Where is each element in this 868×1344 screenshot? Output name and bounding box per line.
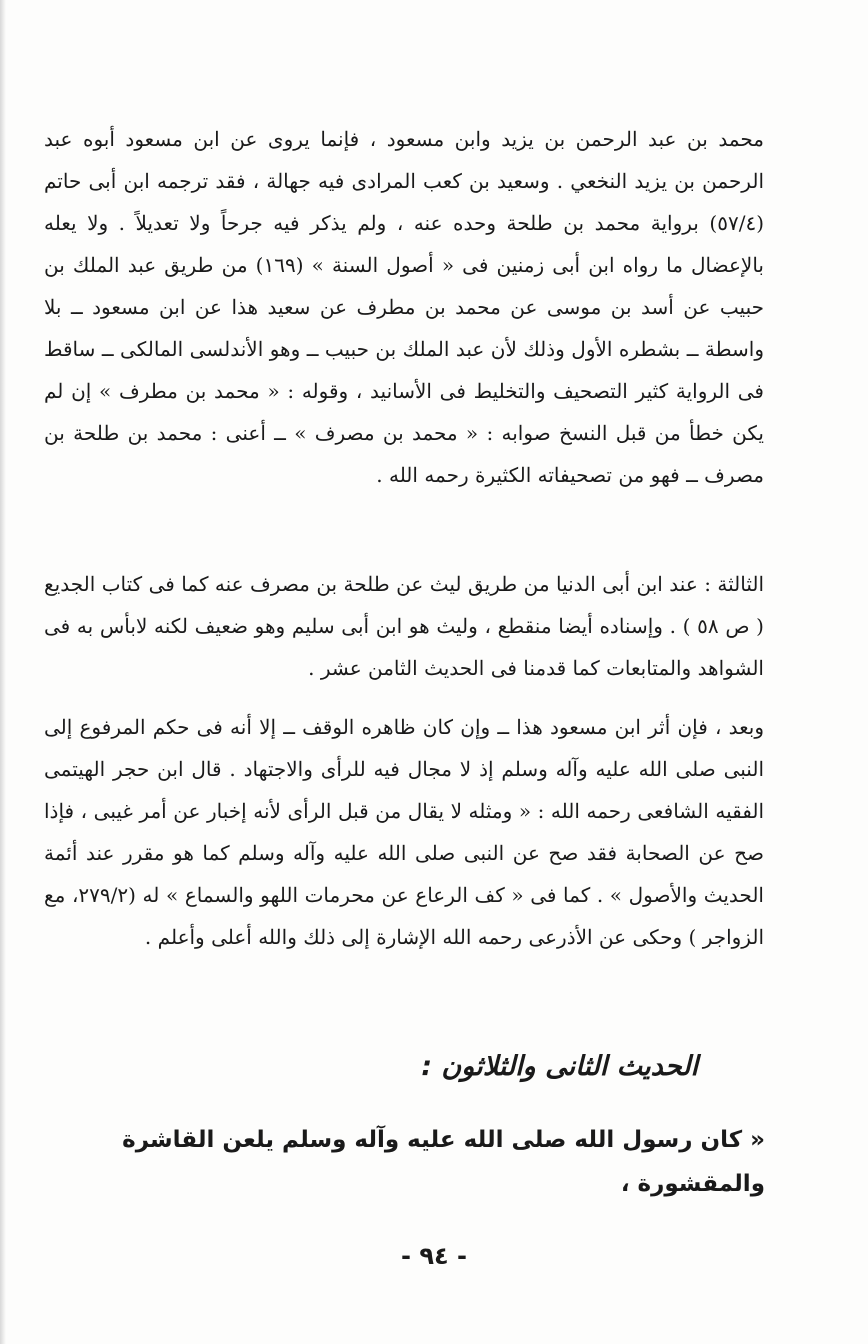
hadith-text: « كان رسول الله صلى الله عليه وآله وسلم يلعن القاشرة والمقشورة ، — [122, 1127, 765, 1197]
paragraph-3: وبعد ، فإن أثر ابن مسعود هذا ــ وإن كان ظاهره الوقف ــ إلا أنه فى حكم المرفوع إلى النبى صلى الله عليه وآله وسلم إذ لا مجال فيه للرأى والاجتهاد . قال ابن حجر الهيتمى الفقيه الشافعى رحمه الله : « ومثله لا يقال من قبل الرأى لأنه إخبار عن أمر غيبى ، فإذا صح عن الصحابة فقد صح عن النبى صلى الله عليه وآله وسلم كما هو مقرر عند أئمة الحديث والأصول » . كما فى « كف الرعاع عن محرمات اللهو والسماع » له (٢٧٩/٢، مع الزواجر ) وحكى عن الأذرعى رحمه الله الإشارة إلى ذلك والله أعلى وأعلم . — [44, 715, 764, 949]
section-heading: الحديث الثانى والثلاثون : — [421, 1051, 698, 1082]
page-number: - ٩٤ - — [401, 1242, 467, 1270]
scan-edge-shadow — [0, 0, 6, 1344]
paragraph-2: الثالثة : عند ابن أبى الدنيا من طريق ليث عن طلحة بن مصرف عنه كما فى كتاب الجديع ( ص ٥٨ ) . وإسناده أيضا منقطع ، وليث هو ابن أبى سليم وهو ضعيف لكنه لابأس به فى الشواهد والمتابعات كما قدمنا فى الحديث الثامن عشر . — [44, 572, 764, 680]
paragraph-1: محمد بن عبد الرحمن بن يزيد وابن مسعود ، فإنما يروى عن ابن مسعود أبوه عبد الرحمن بن يزيد النخعي . وسعيد بن كعب المرادى فيه جهالة ، فقد ترجمه ابن أبى حاتم (٥٧/٤) برواية محمد بن طلحة وحده عنه ، ولم يذكر فيه جرحاً ولا تعديلاً . ولا يعله بالإعضال ما رواه ابن أبى زمنين فى « أصول السنة » (١٦٩) من طريق عبد الملك بن حبيب عن أسد بن موسى عن محمد بن مطرف عن سعيد هذا عن ابن مسعود ــ بلا واسطة ــ بشطره الأول وذلك لأن عبد الملك بن حبيب ــ وهو الأندلسى المالكى ــ ساقط فى الرواية كثير التصحيف والتخليط فى الأسانيد ، وقوله : « محمد بن مطرف » إن لم يكن خطأ من قبل النسخ صوابه : « محمد بن مصرف » ــ أعنى : محمد بن طلحة بن مصرف ــ فهو من تصحيفاته الكثيرة رحمه الله . — [44, 127, 764, 487]
